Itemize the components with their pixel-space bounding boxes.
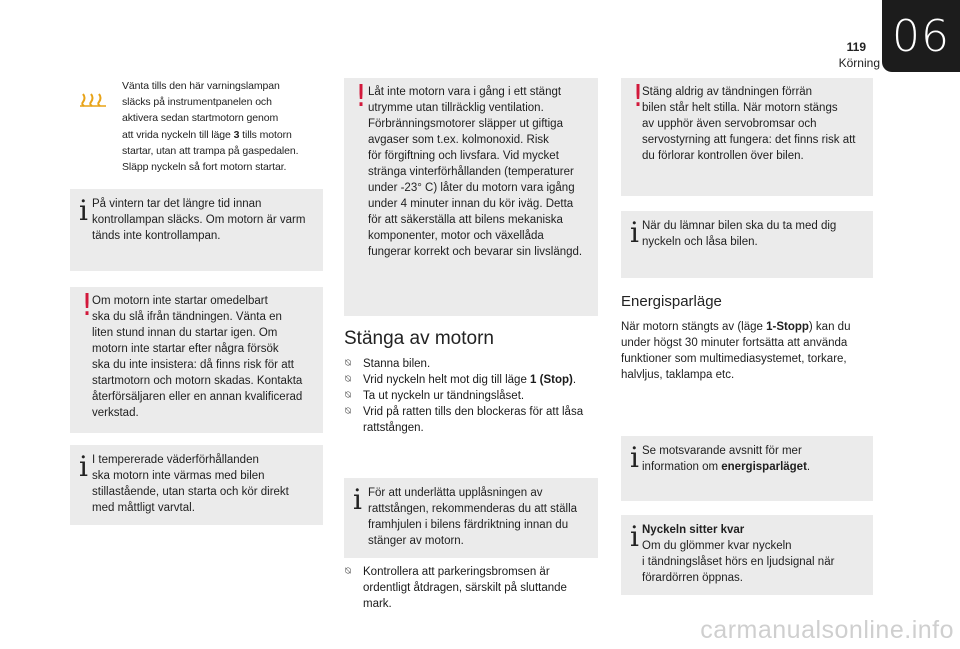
warning-icon: ! bbox=[632, 79, 645, 114]
stop-step-2 bbox=[345, 372, 600, 388]
glow-line-6: Släpp nyckeln så fort motorn startar. bbox=[122, 161, 287, 174]
ign-line-5: du förlorar kontrollen över bilen. bbox=[642, 150, 804, 162]
info-icon: i bbox=[630, 216, 639, 249]
temperate-note bbox=[70, 445, 323, 525]
stop-step-3-text: Ta ut nyckeln ur tändningslåset. bbox=[363, 390, 525, 402]
start-failure-warning bbox=[70, 287, 323, 433]
unlock-line-1: För att underlätta upplåsningen av bbox=[368, 487, 543, 499]
parking-line-2: ordentligt åtdragen, särskilt på sluttande bbox=[363, 582, 567, 594]
stop-steps-list bbox=[345, 356, 600, 436]
glow-line-1: Vänta tills den här varningslampan bbox=[122, 80, 280, 92]
see-line-2-pre: information om bbox=[642, 461, 722, 473]
vent-line-2: utrymme utan tillräcklig ventilation. bbox=[368, 102, 544, 114]
ventilation-warning bbox=[344, 78, 598, 316]
energy-save-text bbox=[621, 319, 876, 383]
key-note-title-text: Nyckeln sitter kvar bbox=[642, 524, 745, 536]
winter-note bbox=[70, 189, 323, 271]
glow-line-5: startar, utan att trampa på gaspedalen. bbox=[122, 144, 299, 157]
ign-line-4: servostyrning att fungera: det finns risk att bbox=[642, 134, 856, 146]
vent-line-9: för att säkerställa att bilens mekaniska bbox=[368, 214, 563, 226]
temp-line-3: stillastående, utan starta och kör direkt bbox=[92, 486, 289, 498]
warning-icon: ! bbox=[81, 288, 94, 323]
ignition-warning bbox=[621, 78, 873, 196]
glow-line-2: släcks på instrumentpanelen och bbox=[122, 96, 272, 109]
section-name: Körning bbox=[838, 56, 880, 70]
vent-line-3: Förbränningsmotorer släpper ut giftiga bbox=[368, 118, 563, 130]
chapter-tab: 06 bbox=[882, 0, 960, 72]
energy-line-3: funktioner som multimediasystemet, torkare, bbox=[621, 353, 847, 365]
see-line-2-post: . bbox=[806, 461, 811, 473]
unlock-line-2: rattstången, rekommenderas du att ställa bbox=[368, 503, 578, 515]
winter-line-3: tänds inte kontrollampan. bbox=[92, 230, 221, 242]
key-line-3: förardörren öppnas. bbox=[642, 572, 744, 584]
glow-plug-note bbox=[70, 78, 325, 178]
vent-line-7: under -23° C) låter du motorn vara igång bbox=[368, 182, 575, 194]
vent-line-6: stränga vinterförhållanden (temperaturer bbox=[368, 166, 574, 178]
see-line-1: Se motsvarande avsnitt för mer bbox=[642, 445, 802, 457]
glow-line-4-pre: att vrida nyckeln till läge bbox=[122, 128, 234, 141]
position-3: 3 bbox=[233, 128, 240, 141]
temp-line-2: ska motorn inte värmas med bilen bbox=[92, 470, 265, 482]
ign-line-1: Stäng aldrig av tändningen förrän bbox=[642, 86, 813, 98]
watermark: carmanualsonline.info bbox=[700, 616, 954, 644]
see-line-2 bbox=[642, 459, 873, 475]
energy-save-link: energisparläget bbox=[721, 461, 807, 473]
stop-step-2-post: . bbox=[572, 374, 577, 386]
warn1-line-6: startmotorn och motorn skadas. Kontakta bbox=[92, 375, 303, 387]
vent-line-8: under 4 minuter innan du kör iväg. Detta bbox=[368, 198, 574, 210]
leave-line-1: När du lämnar bilen ska du ta med dig bbox=[642, 220, 837, 232]
temp-line-1: I tempererade väderförhållanden bbox=[92, 454, 259, 466]
energy-line-1 bbox=[621, 319, 876, 335]
checkbox-bullet-icon: ⍉ bbox=[345, 406, 351, 417]
stop-engine-title: Stänga av motorn bbox=[344, 328, 494, 349]
vent-line-10: komponenter, motor och växellåda bbox=[368, 230, 544, 242]
warn1-line-8: verkstad. bbox=[92, 407, 139, 419]
unlock-line-4: stänger av motorn. bbox=[368, 535, 464, 547]
ign-line-2: bilen står helt stilla. När motorn stängs bbox=[642, 102, 838, 114]
winter-line-2: kontrollampan släcks. Om motorn är varm bbox=[92, 214, 306, 226]
ign-line-3: av upphör även servobromsar och bbox=[642, 118, 817, 130]
checkbox-bullet-icon: ⍉ bbox=[345, 374, 351, 385]
warn1-line-2: ska du slå ifrån tändningen. Vänta en bbox=[92, 311, 282, 323]
warn1-line-4: motorn inte startar efter några försök bbox=[92, 343, 279, 355]
energy-line-1-post: ) kan du bbox=[808, 321, 851, 333]
key-left-note bbox=[621, 515, 873, 595]
parking-step bbox=[345, 564, 600, 612]
key-line-2: i tändningslåset hörs en ljudsignal när bbox=[642, 556, 835, 568]
stop-step-3 bbox=[345, 388, 600, 404]
stop-position: 1 (Stop) bbox=[530, 374, 573, 386]
temp-line-4: med måttligt varvtal. bbox=[92, 502, 195, 514]
unlock-line-3: framhjulen i bilens färdriktning innan du bbox=[368, 519, 569, 531]
energy-save-title: Energisparläge bbox=[621, 293, 722, 310]
stop-step-4 bbox=[345, 404, 600, 436]
parking-step-list bbox=[345, 564, 600, 612]
leave-line-2: nyckeln och låsa bilen. bbox=[642, 236, 758, 248]
warn1-line-3: liten stund innan du startar igen. Om bbox=[92, 327, 278, 339]
vent-line-5: för förgiftning och livsfara. Vid mycket bbox=[368, 150, 559, 162]
energy-line-1-pre: När motorn stängts av (läge bbox=[621, 321, 767, 333]
checkbox-bullet-icon: ⍉ bbox=[345, 566, 351, 577]
key-note-title bbox=[642, 522, 873, 538]
info-icon: i bbox=[79, 450, 88, 483]
preheat-glow-icon bbox=[80, 92, 110, 108]
warning-icon: ! bbox=[355, 79, 368, 114]
warn1-line-7: återförsäljaren eller en annan kvalificerad bbox=[92, 391, 303, 403]
energy-line-4: halvljus, taklampa etc. bbox=[621, 369, 735, 381]
stop-step-1 bbox=[345, 356, 600, 372]
parking-line-1: Kontrollera att parkeringsbromsen är bbox=[363, 566, 550, 578]
glow-line-4-post: tills motorn bbox=[239, 128, 292, 141]
glow-line-3: aktivera sedan startmotorn genom bbox=[122, 112, 279, 125]
info-icon: i bbox=[630, 520, 639, 553]
glow-line-4 bbox=[122, 127, 327, 143]
key-line-1: Om du glömmer kvar nyckeln bbox=[642, 540, 792, 552]
checkbox-bullet-icon: ⍉ bbox=[345, 358, 351, 369]
leave-car-note bbox=[621, 211, 873, 278]
checkbox-bullet-icon: ⍉ bbox=[345, 390, 351, 401]
warn1-line-1: Om motorn inte startar omedelbart bbox=[92, 295, 268, 307]
stop-step-1-text: Stanna bilen. bbox=[363, 358, 431, 370]
vent-line-11: fungerar korrekt och bevarar sin livslängd. bbox=[368, 246, 583, 258]
vent-line-4: avgaser som t.ex. kolmonoxid. Risk bbox=[368, 134, 549, 146]
info-icon: i bbox=[79, 194, 88, 227]
stop-step-2-text: Vrid nyckeln helt mot dig till läge bbox=[363, 374, 531, 386]
steering-unlock-note bbox=[344, 478, 598, 558]
info-icon: i bbox=[353, 483, 362, 516]
vent-line-1: Låt inte motorn vara i gång i ett stängt bbox=[368, 86, 562, 98]
see-section-note bbox=[621, 436, 873, 501]
energy-position: 1-Stopp bbox=[766, 321, 809, 333]
energy-line-2: under högst 30 minuter fortsätta att använda bbox=[621, 337, 848, 349]
warn1-line-5: ska du inte insistera: då finns risk för att bbox=[92, 359, 294, 371]
page-number: 119 bbox=[846, 40, 866, 54]
stop-step-4-text: Vrid på ratten tills den blockeras för att låsa rattstången. bbox=[363, 406, 584, 434]
winter-line-1: På vintern tar det längre tid innan bbox=[92, 198, 262, 210]
info-icon: i bbox=[630, 441, 639, 474]
parking-line-3: mark. bbox=[363, 598, 392, 610]
